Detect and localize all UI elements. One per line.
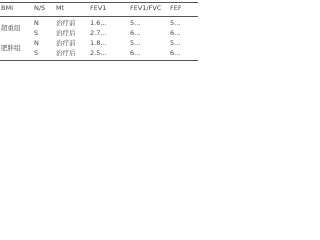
table-cell-fef: 5... (170, 39, 181, 47)
table-top-rule (0, 2, 198, 3)
header-fev1: FEV1 (90, 4, 107, 12)
table-cell-n: N (34, 19, 39, 27)
header-fef: FEF (170, 4, 182, 12)
table-cell-fev1: 1.8... (90, 39, 107, 47)
table-cell-fev1-fvc: 5... (130, 39, 141, 47)
table-cell-fev1: 2.5... (90, 49, 107, 57)
table-cell-fev1: 1.6... (90, 19, 107, 27)
table-cell-fef: 5... (170, 19, 181, 27)
table-cell-fev1-fvc: 5... (130, 19, 141, 27)
data-table (0, 0, 198, 64)
table-cell-mt: 治疗前 (56, 19, 76, 27)
group-label-overweight: 超重组 (1, 24, 21, 32)
table-cell-fev1: 2.7... (90, 29, 107, 37)
table-cell-mt: 治疗前 (56, 39, 76, 47)
table-cell-n: S (34, 29, 39, 37)
table-cell-mt: 治疗后 (56, 49, 76, 57)
header-ns: N/S (34, 4, 46, 12)
table-cell-n: N (34, 39, 39, 47)
header-mt: Mt (56, 4, 65, 12)
table-cell-mt: 治疗后 (56, 29, 76, 37)
table-bottom-rule (0, 60, 198, 61)
table-cell-fef: 6... (170, 49, 181, 57)
table-cell-fev1-fvc: 6... (130, 49, 141, 57)
table-header-rule (0, 16, 198, 17)
header-bmi: BMI (1, 4, 13, 12)
table-cell-fef: 6... (170, 29, 181, 37)
group-label-obese: 肥胖组 (1, 44, 21, 52)
header-fev1-fvc: FEV1/FVC (130, 4, 162, 12)
table-cell-n: S (34, 49, 39, 57)
table-cell-fev1-fvc: 6... (130, 29, 141, 37)
